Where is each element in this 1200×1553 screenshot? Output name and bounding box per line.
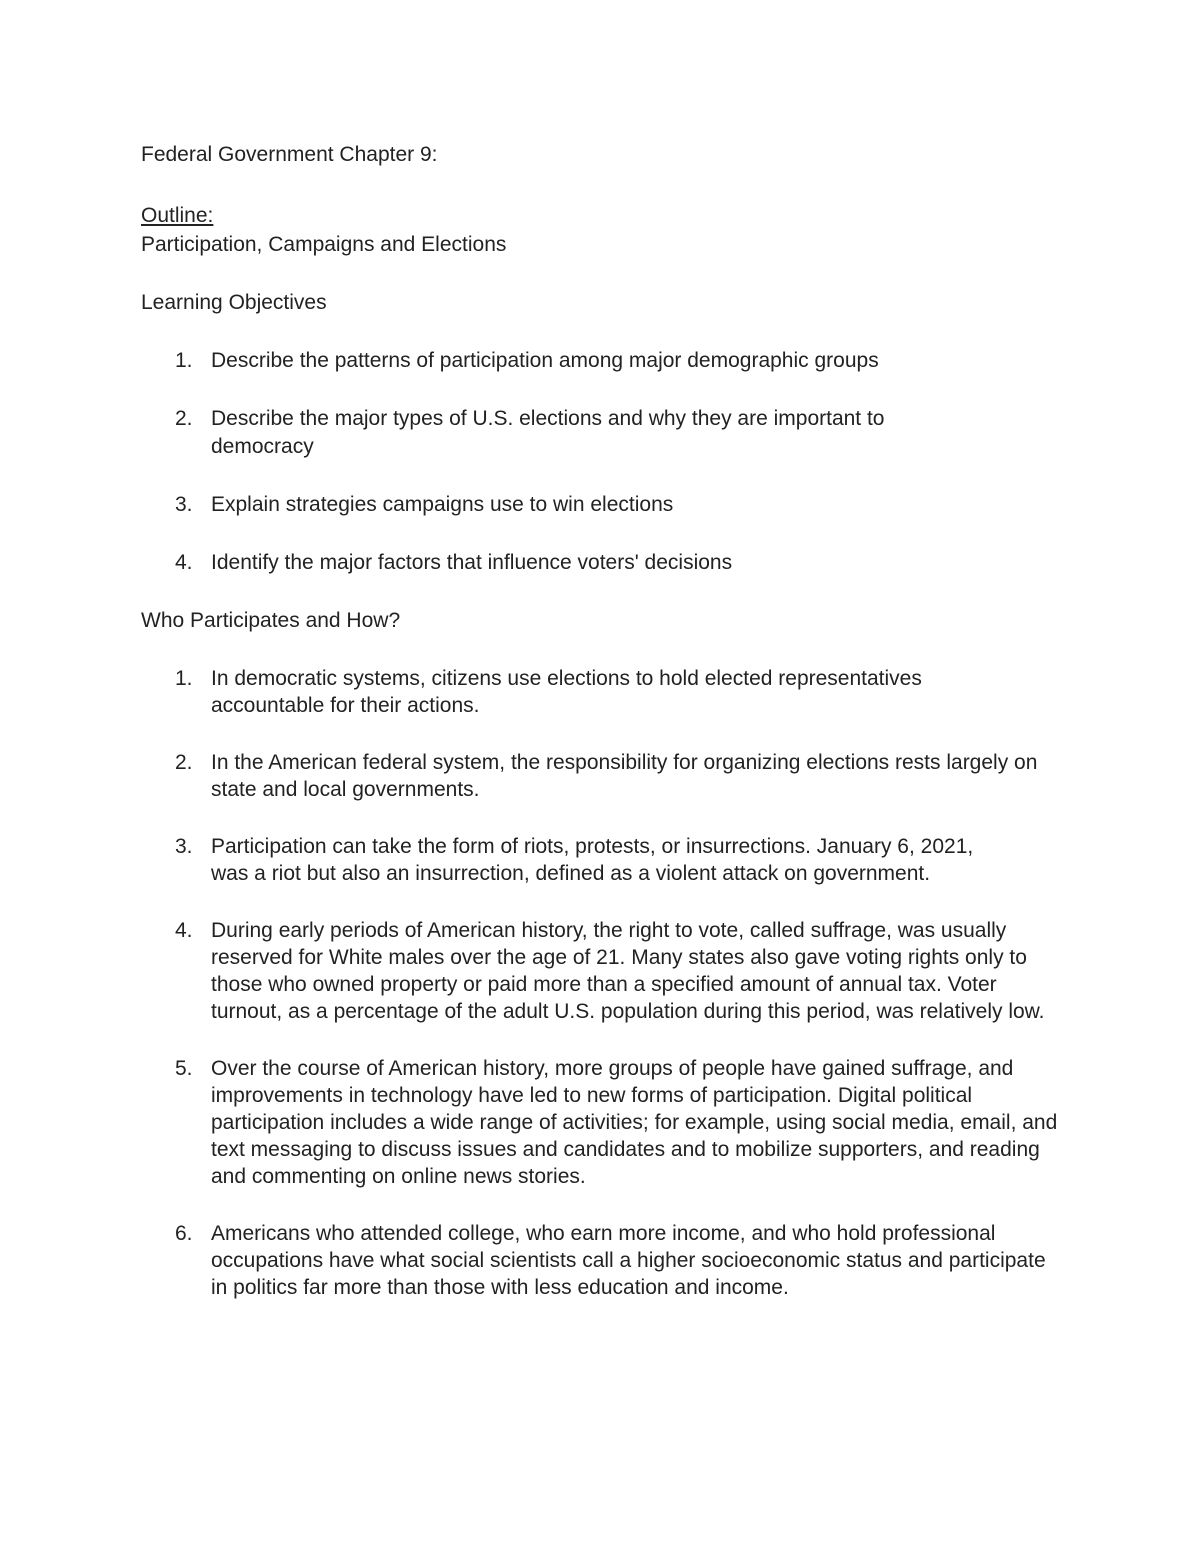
list-item-text: Americans who attended college, who earn more income, and who hold professional occupations have what social scientists call a higher socioeconomic status and participate in politics far more than those with less education and income. [211, 1222, 1046, 1299]
list-item [141, 917, 1071, 1025]
outline-label: Outline: [141, 204, 214, 227]
list-item-text: Describe the major types of U.S. elections and why they are important to democracy [211, 407, 885, 458]
list-item-text: During early periods of American history, the right to vote, called suffrage, was usually reserved for White males over the age of 21. Many states also gave voting rights only to those who owned property or paid more than a specified amount of annual tax. Voter turnout, as a percentage of the adult U.S. population during this period, was relatively low. [211, 919, 1045, 1023]
list-item-number: 4. [175, 551, 193, 574]
participation-list [141, 665, 1071, 1301]
list-item-text: Identify the major factors that influence voters' decisions [211, 551, 733, 574]
list-item-number: 6. [175, 1222, 193, 1245]
outline-subtitle: Participation, Campaigns and Elections [141, 233, 507, 256]
list-item-text: Explain strategies campaigns use to win elections [211, 493, 674, 516]
list-item-number: 2. [175, 407, 193, 430]
objectives-list [141, 347, 1071, 577]
list-item-number: 1. [175, 667, 193, 690]
list-item-number: 5. [175, 1057, 193, 1080]
list-item-number: 2. [175, 751, 193, 774]
list-item-text: Describe the patterns of participation among major demographic groups [211, 349, 879, 372]
document-title: Federal Government Chapter 9: [141, 143, 438, 166]
list-item [141, 405, 1071, 461]
list-item [141, 491, 1071, 519]
list-item-number: 4. [175, 919, 193, 942]
participation-heading: Who Participates and How? [141, 609, 401, 632]
list-item-number: 1. [175, 349, 193, 372]
list-item-text: In the American federal system, the responsibility for organizing elections rests largely on state and local governments. [211, 751, 1038, 801]
objectives-heading: Learning Objectives [141, 291, 327, 314]
list-item [141, 347, 1071, 375]
list-item [141, 749, 1071, 803]
list-item-text: In democratic systems, citizens use elections to hold elected representatives accountable for their actions. [211, 667, 922, 717]
list-item-number: 3. [175, 835, 193, 858]
list-item [141, 833, 1071, 887]
list-item-number: 3. [175, 493, 193, 516]
list-item [141, 1220, 1071, 1301]
list-item-text: Participation can take the form of riots, protests, or insurrections. January 6, 2021, was a riot but also an insurrection, defined as a violent attack on government. [211, 835, 974, 885]
document-body [141, 141, 1071, 1301]
list-item [141, 549, 1071, 577]
list-item [141, 665, 1071, 719]
list-item-text: Over the course of American history, more groups of people have gained suffrage, and improvements in technology have led to new forms of participation. Digital political participation includes a wide range of activities; for example, using social media, email, and text messaging to discuss issues and candidates and to mobilize supporters, and reading and commenting on online news stories. [211, 1057, 1058, 1188]
list-item [141, 1055, 1071, 1190]
